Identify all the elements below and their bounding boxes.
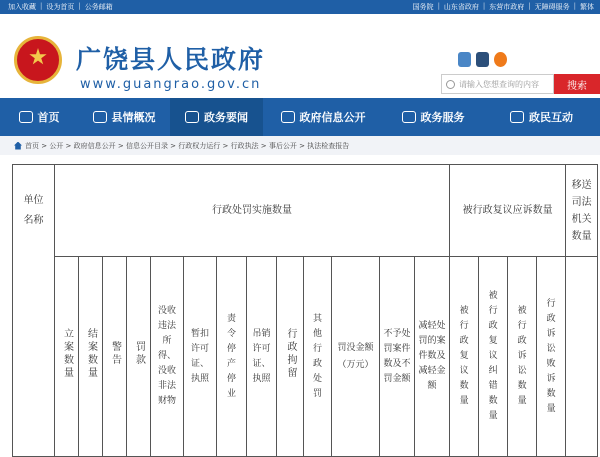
site-header (0, 14, 600, 98)
col-litigation-lost: 行政诉讼败诉数量 (537, 257, 566, 457)
nav-home[interactable]: 首页 (0, 98, 78, 136)
traditional-link[interactable]: 繁体 (580, 3, 594, 11)
col-case-closed: 结案数量 (79, 257, 103, 457)
search-button[interactable]: 搜索 (554, 74, 600, 94)
dongying-gov-link[interactable]: 东营市政府 (489, 3, 525, 11)
people-icon (93, 111, 107, 123)
col-confiscation: 没收违法所得、没收非法财物 (151, 257, 184, 457)
state-council-link[interactable]: 国务院 (412, 3, 434, 11)
transfer-judicial-header: 移送司法机关数量 (566, 165, 598, 257)
col-transfer-blank (566, 257, 598, 457)
col-review-count: 被行政复议数量 (450, 257, 479, 457)
interaction-icon (510, 111, 524, 123)
home-icon (19, 111, 33, 123)
col-suspend-license: 暂扣许可证、执照 (184, 257, 217, 457)
breadcrumb-home-icon (14, 142, 22, 150)
site-name: 广饶县人民政府 (76, 45, 266, 74)
nav-government-services[interactable]: 政务服务 (383, 98, 483, 136)
col-no-penalty: 不予处罚案件数及不罚金额 (380, 257, 415, 457)
service-icon (402, 111, 416, 123)
email-link[interactable]: 公务邮箱 (84, 3, 113, 11)
site-domain: www.guangrao.gov.cn (80, 77, 262, 92)
add-favorite-link[interactable]: 加入收藏 (8, 3, 36, 11)
review-count-group-header: 被行政复议应诉数量 (450, 165, 566, 257)
wechat-icon[interactable] (476, 52, 489, 67)
eye-icon (281, 111, 295, 123)
col-detention: 行政拘留 (277, 257, 304, 457)
col-warning: 警告 (103, 257, 127, 457)
col-fine: 罚款 (127, 257, 151, 457)
nav-county-overview[interactable]: 县情概况 (78, 98, 170, 136)
search-input[interactable]: 请输入您想查询的内容 (441, 74, 554, 94)
list-icon (185, 111, 199, 123)
unit-name-header: 单位名称 (13, 165, 55, 457)
col-order-suspension: 责令停产停业 (217, 257, 247, 457)
col-case-filed: 立案数量 (55, 257, 79, 457)
col-revoke-license: 吊销许可证、执照 (247, 257, 277, 457)
search-icon (446, 80, 455, 89)
nav-government-news[interactable]: 政务要闻 (170, 98, 263, 136)
mobile-icon[interactable] (458, 52, 471, 67)
quick-links (458, 52, 507, 67)
penalty-count-group-header: 行政处罚实施数量 (55, 165, 450, 257)
col-review-correction: 被行政复议纠错数量 (479, 257, 508, 457)
top-bar: 加入收藏 | 设为首页 | 公务邮箱 国务院 | 山东省政府 | 东营市政府 | 无障碍服务 | 繁体 (0, 0, 600, 14)
national-emblem-icon (14, 36, 62, 84)
nav-info-disclosure[interactable]: 政府信息公开 (263, 98, 383, 136)
col-fine-amount: 罚没金额（万元） (332, 257, 380, 457)
col-litigation-count: 被行政诉讼数量 (508, 257, 537, 457)
breadcrumb-text[interactable]: 首页 > 公开 > 政府信息公开 > 信息公开目录 > 行政权力运行 > 行政执法 > 事后公开 > 执法检查报告 (25, 141, 350, 150)
col-reduced-penalty: 减轻处罚的案件数及减轻金额 (415, 257, 450, 457)
penalty-stats-table (12, 164, 598, 457)
shandong-gov-link[interactable]: 山东省政府 (443, 3, 479, 11)
nav-interaction[interactable]: 政民互动 (483, 98, 600, 136)
penalty-stats-table-wrap (12, 164, 592, 431)
main-nav (0, 98, 600, 136)
breadcrumb (0, 136, 600, 155)
weibo-icon[interactable] (494, 52, 507, 67)
col-other-penalty: 其他行政处罚 (304, 257, 332, 457)
accessibility-link[interactable]: 无障碍服务 (534, 3, 570, 11)
set-homepage-link[interactable]: 设为首页 (46, 3, 75, 11)
